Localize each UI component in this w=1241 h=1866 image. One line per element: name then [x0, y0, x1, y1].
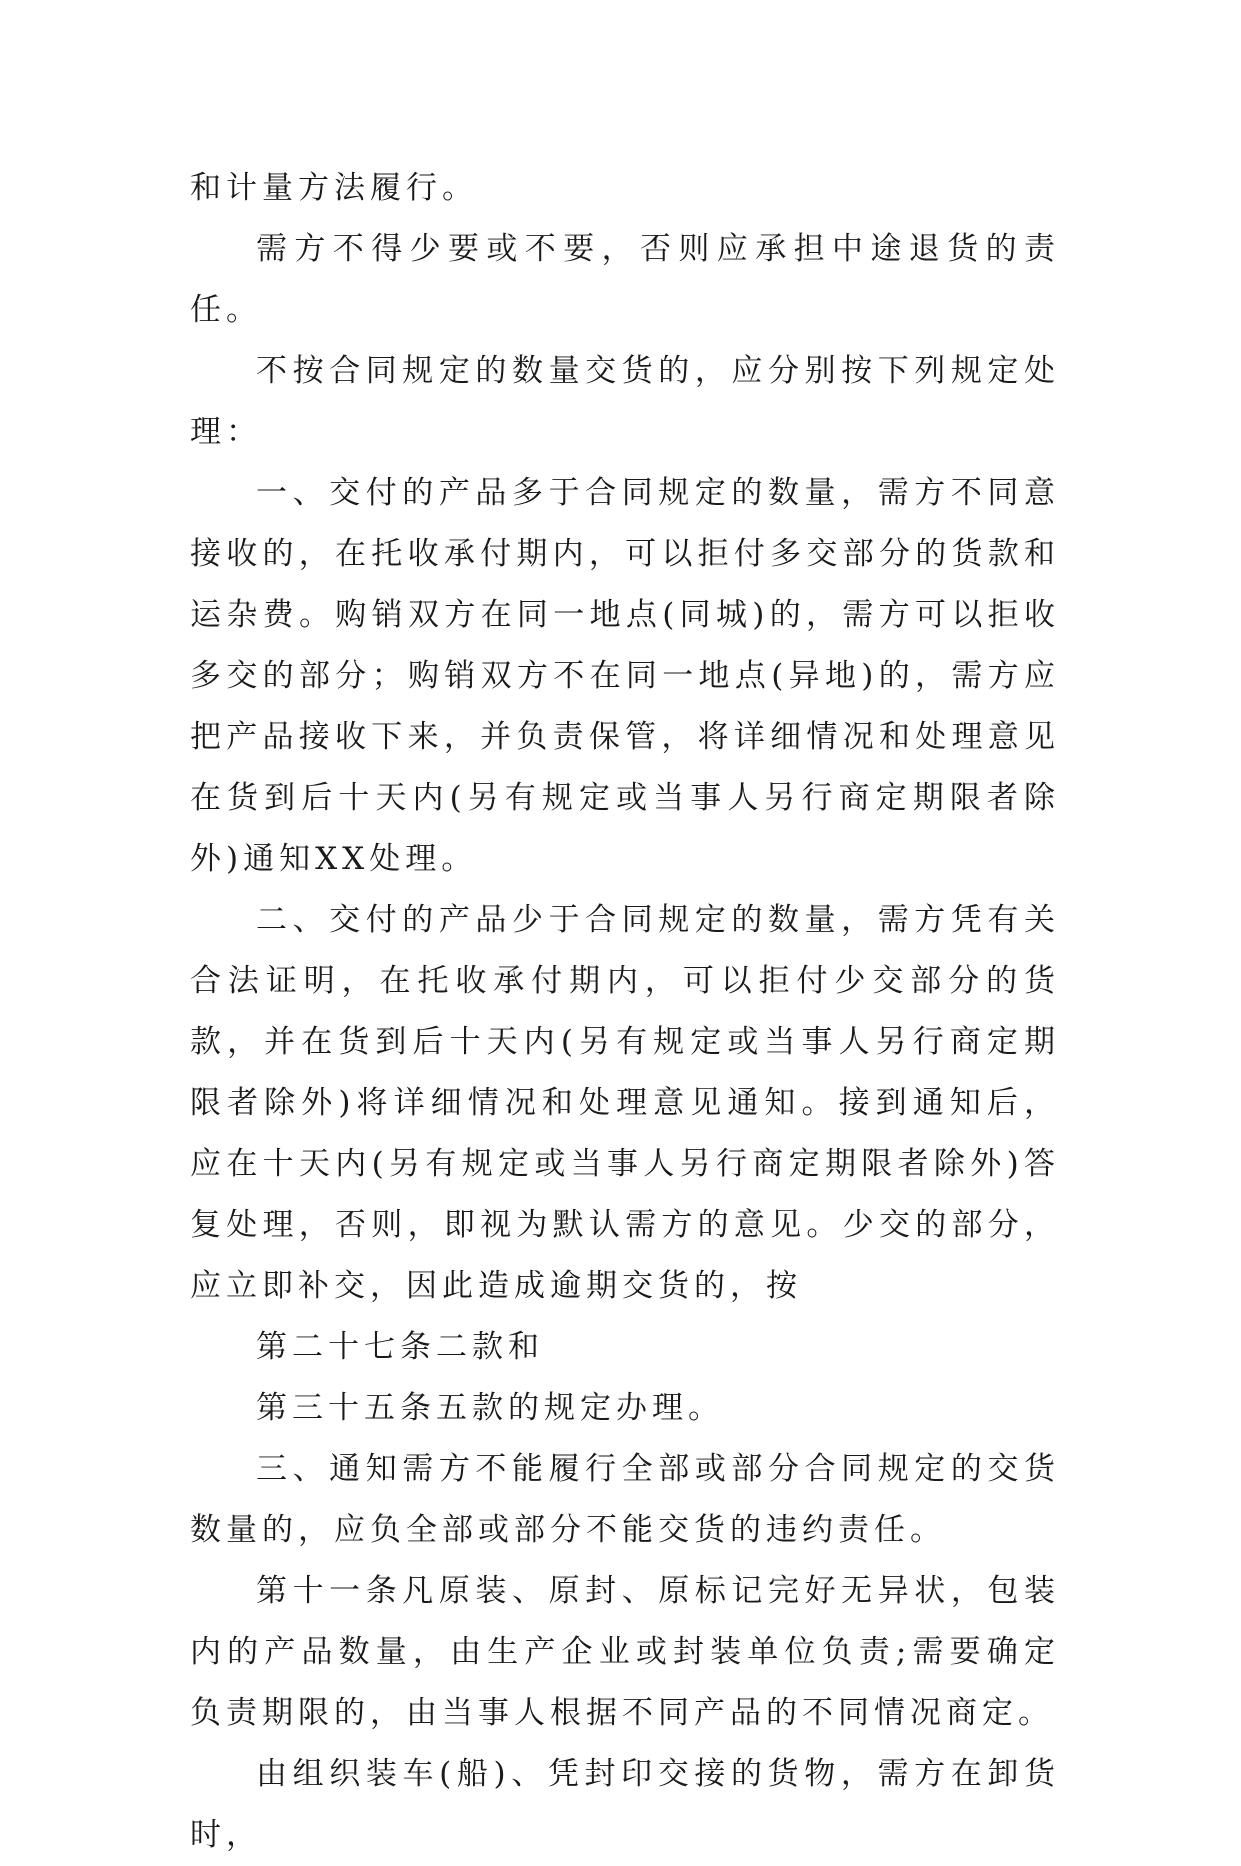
- paragraph-10: 由组织装车(船)、凭封印交接的货物，需方在卸货时，: [190, 1756, 1060, 1853]
- paragraph-2: 需方不得少要或不要，否则应承担中途退货的责任。: [190, 231, 1060, 328]
- paragraph-7: 第三十五条五款的规定办理。: [256, 1390, 724, 1426]
- paragraph-9: 第十一条凡原装、原封、原标记完好无异状，包装内的产品数量，由生产企业或封装单位负责;需要确定负责期限的，由当事人根据不同产品的不同情况商定。: [190, 1573, 1060, 1731]
- paragraph-1: 和计量方法履行。: [190, 170, 478, 206]
- paragraph-5: 二、交付的产品少于合同规定的数量，需方凭有关合法证明，在托收承付期内，可以拒付少交部分的货款，并在货到后十天内(另有规定或当事人另行商定期限者除外)将详细情况和处理意见通知。接到通知后，应在十天内(另有规定或当事人另行商定期限者除外)答复处理，否则，即视为默认需方的意见。少交的部分，应立即补交，因此造成逾期交货的，按: [190, 902, 1060, 1304]
- paragraph-4: 一、交付的产品多于合同规定的数量，需方不同意接收的，在托收承付期内，可以拒付多交部分的货款和运杂费。购销双方在同一地点(同城)的，需方可以拒收多交的部分；购销双方不在同一地点(异地)的，需方应把产品接收下来，并负责保管，将详细情况和处理意见在货到后十天内(另有规定或当事人另行商定期限者除外)通知XX处理。: [190, 475, 1060, 877]
- document-body: [190, 158, 1060, 1866]
- paragraph-8: 三、通知需方不能履行全部或部分合同规定的交货数量的，应负全部或部分不能交货的违约责任。: [190, 1451, 1060, 1548]
- paragraph-3: 不按合同规定的数量交货的，应分别按下列规定处理：: [190, 353, 1060, 450]
- paragraph-6: 第二十七条二款和: [256, 1329, 544, 1365]
